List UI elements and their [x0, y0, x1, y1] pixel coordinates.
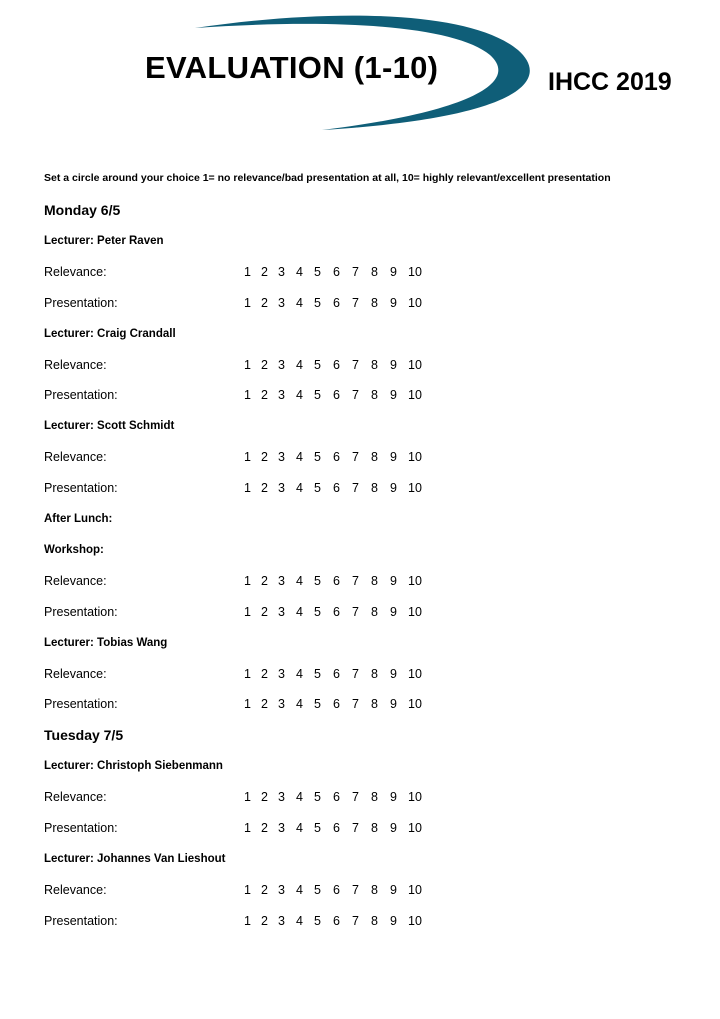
rating-option-5[interactable]: 5 [314, 790, 321, 805]
rating-option-3[interactable]: 3 [278, 264, 285, 279]
rating-option-7[interactable]: 7 [352, 573, 359, 588]
rating-option-7[interactable]: 7 [352, 913, 359, 928]
rating-option-1[interactable]: 1 [244, 357, 251, 372]
section-heading: After Lunch: [44, 513, 113, 525]
rating-option-1[interactable]: 1 [244, 604, 251, 619]
rating-option-1[interactable]: 1 [244, 821, 251, 835]
rating-option-9[interactable]: 9 [390, 388, 397, 403]
rating-option-5[interactable]: 5 [314, 821, 321, 835]
rating-option-4[interactable]: 4 [296, 450, 303, 465]
rating-option-8[interactable]: 8 [371, 913, 378, 928]
rating-option-1[interactable]: 1 [244, 666, 251, 681]
rating-option-3[interactable]: 3 [278, 450, 285, 465]
rating-option-8[interactable]: 8 [371, 882, 378, 897]
rating-row [44, 573, 422, 589]
rating-row [44, 820, 422, 836]
rating-option-6[interactable]: 6 [333, 481, 340, 496]
rating-option-7[interactable]: 7 [352, 450, 359, 465]
rating-option-9[interactable]: 9 [390, 450, 397, 465]
rating-option-1[interactable]: 1 [244, 790, 251, 805]
rating-label: Relevance: [44, 264, 107, 279]
rating-option-1[interactable]: 1 [244, 264, 251, 279]
rating-option-5[interactable]: 5 [314, 295, 321, 310]
rating-option-5[interactable]: 5 [314, 357, 321, 372]
rating-option-7[interactable]: 7 [352, 697, 359, 712]
rating-option-10[interactable]: 10 [408, 573, 422, 588]
rating-option-2[interactable]: 2 [261, 604, 268, 619]
rating-label: Relevance: [44, 450, 107, 465]
rating-label: Presentation: [44, 913, 118, 928]
rating-option-7[interactable]: 7 [352, 357, 359, 372]
rating-option-10[interactable]: 10 [408, 481, 422, 496]
rating-option-9[interactable]: 9 [390, 604, 397, 619]
rating-option-5[interactable]: 5 [314, 450, 321, 465]
rating-option-5[interactable]: 5 [314, 604, 321, 619]
rating-option-7[interactable]: 7 [352, 388, 359, 403]
rating-option-2[interactable]: 2 [261, 450, 268, 465]
rating-option-6[interactable]: 6 [333, 604, 340, 619]
rating-option-8[interactable]: 8 [371, 604, 378, 619]
rating-option-2[interactable]: 2 [261, 481, 268, 496]
rating-option-6[interactable]: 6 [333, 388, 340, 403]
rating-row [44, 480, 422, 496]
rating-option-2[interactable]: 2 [261, 913, 268, 928]
rating-label: Presentation: [44, 697, 118, 712]
rating-option-6[interactable]: 6 [333, 357, 340, 372]
rating-row [44, 789, 422, 805]
rating-option-6[interactable]: 6 [333, 573, 340, 588]
rating-option-1[interactable]: 1 [244, 913, 251, 928]
rating-option-6[interactable]: 6 [333, 697, 340, 712]
rating-option-7[interactable]: 7 [352, 295, 359, 310]
rating-option-3[interactable]: 3 [278, 604, 285, 619]
rating-option-3[interactable]: 3 [278, 913, 285, 928]
rating-option-7[interactable]: 7 [352, 821, 359, 835]
rating-option-10[interactable]: 10 [408, 388, 422, 403]
rating-option-6[interactable]: 6 [333, 821, 340, 835]
rating-option-9[interactable]: 9 [390, 913, 397, 928]
rating-option-5[interactable]: 5 [314, 913, 321, 928]
rating-option-3[interactable]: 3 [278, 821, 285, 835]
lecturer-heading: Lecturer: Tobias Wang [44, 636, 168, 649]
instruction-text: Set a circle around your choice 1= no relevance/bad presentation at all, 10= highly relevant/excellent presentation [44, 172, 611, 184]
rating-option-4[interactable]: 4 [296, 604, 303, 619]
rating-option-7[interactable]: 7 [352, 604, 359, 619]
rating-option-1[interactable]: 1 [244, 481, 251, 496]
rating-option-1[interactable]: 1 [244, 450, 251, 465]
rating-option-10[interactable]: 10 [408, 666, 422, 681]
rating-option-4[interactable]: 4 [296, 264, 303, 279]
rating-option-5[interactable]: 5 [314, 264, 321, 279]
rating-option-10[interactable]: 10 [408, 604, 422, 619]
lecturer-heading: Lecturer: Christoph Siebenmann [44, 760, 223, 773]
rating-option-8[interactable]: 8 [371, 388, 378, 403]
rating-row [44, 913, 422, 929]
rating-option-10[interactable]: 10 [408, 450, 422, 465]
lecturer-heading: Lecturer: Johannes Van Lieshout [44, 852, 226, 865]
rating-option-8[interactable]: 8 [371, 450, 378, 465]
rating-option-9[interactable]: 9 [390, 882, 397, 897]
rating-label: Relevance: [44, 573, 107, 588]
rating-option-3[interactable]: 3 [278, 357, 285, 372]
rating-option-6[interactable]: 6 [333, 882, 340, 897]
rating-label: Presentation: [44, 604, 118, 619]
rating-row [44, 696, 422, 712]
rating-option-4[interactable]: 4 [296, 357, 303, 372]
rating-option-8[interactable]: 8 [371, 264, 378, 279]
rating-row [44, 357, 422, 373]
rating-option-3[interactable]: 3 [278, 295, 285, 310]
rating-option-10[interactable]: 10 [408, 697, 422, 712]
rating-label: Relevance: [44, 790, 107, 805]
rating-option-9[interactable]: 9 [390, 357, 397, 372]
rating-option-6[interactable]: 6 [333, 913, 340, 928]
page-title: EVALUATION (1-10) [145, 50, 439, 85]
rating-option-9[interactable]: 9 [390, 821, 397, 835]
rating-option-8[interactable]: 8 [371, 790, 378, 805]
rating-option-2[interactable]: 2 [261, 388, 268, 403]
rating-option-7[interactable]: 7 [352, 882, 359, 897]
rating-option-3[interactable]: 3 [278, 882, 285, 897]
rating-option-4[interactable]: 4 [296, 666, 303, 681]
rating-option-4[interactable]: 4 [296, 697, 303, 712]
rating-label: Presentation: [44, 481, 118, 496]
rating-row [44, 295, 422, 311]
lecturer-heading: Lecturer: Scott Schmidt [44, 420, 175, 433]
rating-option-4[interactable]: 4 [296, 913, 303, 928]
rating-option-10[interactable]: 10 [408, 264, 422, 279]
rating-option-8[interactable]: 8 [371, 697, 378, 712]
rating-option-10[interactable]: 10 [408, 882, 422, 897]
rating-option-1[interactable]: 1 [244, 573, 251, 588]
rating-option-2[interactable]: 2 [261, 264, 268, 279]
rating-option-2[interactable]: 2 [261, 666, 268, 681]
rating-option-4[interactable]: 4 [296, 790, 303, 805]
rating-option-10[interactable]: 10 [408, 790, 422, 805]
rating-option-2[interactable]: 2 [261, 790, 268, 805]
rating-option-4[interactable]: 4 [296, 481, 303, 496]
rating-option-7[interactable]: 7 [352, 481, 359, 496]
rating-option-2[interactable]: 2 [261, 357, 268, 372]
rating-option-5[interactable]: 5 [314, 481, 321, 496]
rating-option-9[interactable]: 9 [390, 481, 397, 496]
rating-option-1[interactable]: 1 [244, 882, 251, 897]
rating-option-6[interactable]: 6 [333, 790, 340, 805]
rating-option-8[interactable]: 8 [371, 666, 378, 681]
rating-option-5[interactable]: 5 [314, 666, 321, 681]
rating-row [44, 882, 422, 898]
rating-option-9[interactable]: 9 [390, 697, 397, 712]
rating-label: Relevance: [44, 666, 107, 681]
rating-option-3[interactable]: 3 [278, 388, 285, 403]
rating-option-3[interactable]: 3 [278, 573, 285, 588]
rating-option-10[interactable]: 10 [408, 357, 422, 372]
rating-option-9[interactable]: 9 [390, 264, 397, 279]
rating-label: Presentation: [44, 295, 118, 310]
section-heading: Workshop: [44, 543, 104, 556]
rating-option-8[interactable]: 8 [371, 295, 378, 310]
rating-label: Presentation: [44, 388, 118, 403]
rating-option-8[interactable]: 8 [371, 573, 378, 588]
rating-option-9[interactable]: 9 [390, 573, 397, 588]
rating-option-10[interactable]: 10 [408, 821, 422, 835]
rating-option-8[interactable]: 8 [371, 357, 378, 372]
rating-option-7[interactable]: 7 [352, 790, 359, 805]
rating-option-9[interactable]: 9 [390, 666, 397, 681]
lecturer-heading: Lecturer: Peter Raven [44, 234, 164, 247]
rating-option-5[interactable]: 5 [314, 697, 321, 712]
organization-label: IHCC 2019 [548, 68, 672, 96]
rating-option-6[interactable]: 6 [333, 264, 340, 279]
rating-option-8[interactable]: 8 [371, 821, 378, 835]
rating-option-9[interactable]: 9 [390, 295, 397, 310]
rating-row [44, 604, 422, 620]
lecturer-heading: Lecturer: Craig Crandall [44, 327, 176, 340]
rating-option-2[interactable]: 2 [261, 882, 268, 897]
rating-option-2[interactable]: 2 [261, 295, 268, 310]
rating-option-1[interactable]: 1 [244, 388, 251, 403]
rating-option-6[interactable]: 6 [333, 666, 340, 681]
rating-option-9[interactable]: 9 [390, 790, 397, 805]
rating-option-4[interactable]: 4 [296, 295, 303, 310]
rating-option-4[interactable]: 4 [296, 388, 303, 403]
rating-option-6[interactable]: 6 [333, 295, 340, 310]
day-heading: Tuesday 7/5 [44, 727, 124, 744]
rating-option-2[interactable]: 2 [261, 573, 268, 588]
rating-option-1[interactable]: 1 [244, 295, 251, 310]
rating-option-7[interactable]: 7 [352, 666, 359, 681]
rating-option-3[interactable]: 3 [278, 790, 285, 805]
rating-row [44, 264, 422, 280]
rating-label: Relevance: [44, 882, 107, 897]
rating-option-2[interactable]: 2 [261, 697, 268, 712]
rating-option-3[interactable]: 3 [278, 697, 285, 712]
rating-option-5[interactable]: 5 [314, 573, 321, 588]
rating-option-5[interactable]: 5 [314, 388, 321, 403]
rating-option-2[interactable]: 2 [261, 821, 268, 835]
rating-label: Presentation: [44, 821, 118, 835]
rating-option-1[interactable]: 1 [244, 697, 251, 712]
rating-label: Relevance: [44, 357, 107, 372]
rating-option-4[interactable]: 4 [296, 882, 303, 897]
rating-row [44, 387, 422, 403]
rating-row [44, 449, 422, 465]
rating-option-10[interactable]: 10 [408, 295, 422, 310]
rating-option-7[interactable]: 7 [352, 264, 359, 279]
rating-option-10[interactable]: 10 [408, 913, 422, 928]
rating-option-3[interactable]: 3 [278, 481, 285, 496]
rating-option-5[interactable]: 5 [314, 882, 321, 897]
rating-option-3[interactable]: 3 [278, 666, 285, 681]
rating-option-4[interactable]: 4 [296, 573, 303, 588]
rating-option-6[interactable]: 6 [333, 450, 340, 465]
rating-row [44, 666, 422, 682]
day-heading: Monday 6/5 [44, 202, 121, 218]
rating-option-4[interactable]: 4 [296, 821, 303, 835]
rating-option-8[interactable]: 8 [371, 481, 378, 496]
